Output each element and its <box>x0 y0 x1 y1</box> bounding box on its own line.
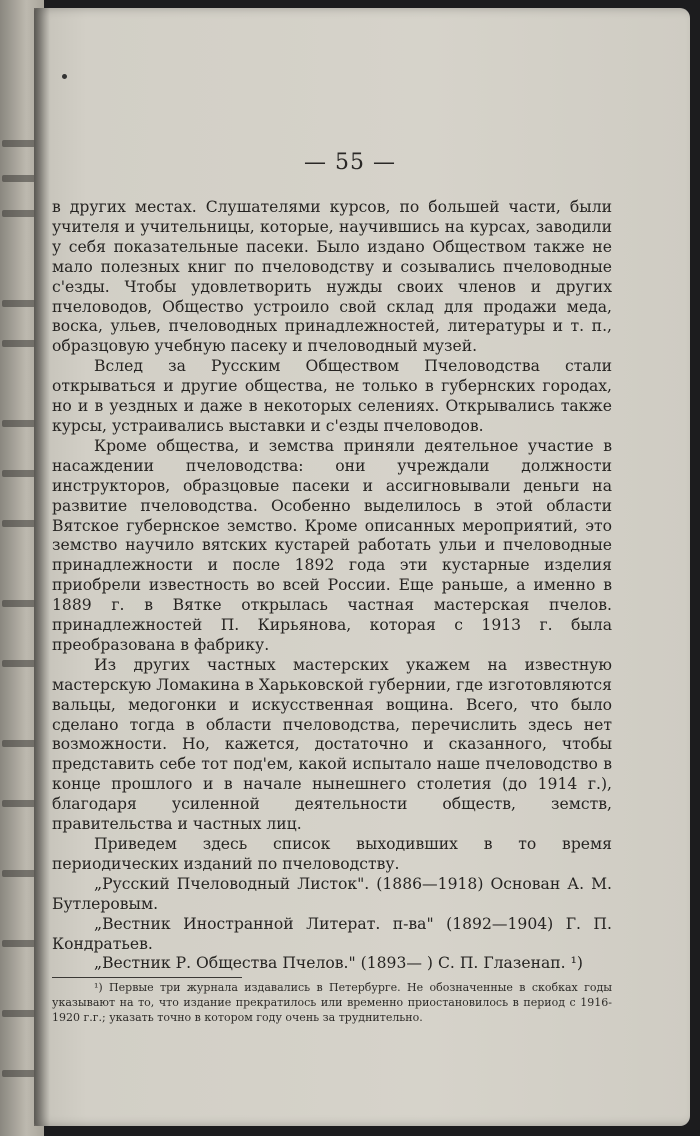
paragraph: Вслед за Русским Обществом Пчеловодства стали открываться и другие общества, не только в губернских городах, но и в уездных и даже в некоторых селениях. Открывались также курсы, устраивались выставки и с'езды пчеловодов. <box>52 357 612 435</box>
paragraph: Кроме общества, и земства приняли деятельное участие в насаждении пчеловодства: они учреждали должности инструкторов, образцовые пасеки и ассигновывали деньги на развитие пчеловодства. Особенно выделилось в этой области Вятское губернское земство. Кроме описанных мероприятий, это земство научило вятских кустарей работать ульи и пчеловодные принадлежности и после 1892 года эти кустарные изделия приобрели известность во всей России. Еще раньше, а именно в 1889 г. в Вятке открылась частная мастерская пчелов. принадлежностей П. Кирьянова, которая с 1913 г. была преобразована в фабрику. <box>52 436 612 654</box>
paragraph: в других местах. Слушателями курсов, по большей части, были учителя и учительницы, которые, научившись на курсах, заводили у себя показательные пасеки. Было издано Обществом также не мало полезных книг по пчеловодству и созывались пчеловодные с'езды. Чтобы удовлетворить нужды своих членов и других пчеловодов, Общество устроило свой склад для продажи меда, воска, ульев, пчеловодных принадлежностей, литературы и т. п., образцовую учебную пасеку и пчеловодный музей. <box>52 198 612 356</box>
journal-entry: „Вестник Р. Общества Пчелов." (1893— ) С. П. Глазенап. ¹) <box>94 954 583 973</box>
page-text <box>52 198 612 1025</box>
journal-list <box>52 875 612 975</box>
footnote-rule <box>52 977 242 978</box>
spine-shadow <box>34 8 50 1126</box>
page-number: — 55 — <box>304 150 396 175</box>
paragraph: Из других частных мастерских укажем на известную мастерскую Ломакина в Харьковской губернии, где изготовляются вальцы, медогонки и искусственная вощина. Всего, что было сделано тогда в области пчеловодства, перечислить здесь нет возможности. Но, кажется, достаточно и сказанного, чтобы представить себе тот под'ем, какой испытало наше пчеловодство в конце прошлого и в начале нынешнего столетия (до 1914 г.), благодаря усиленной деятельности обществ, земств, правительства и частных лиц. <box>52 655 612 834</box>
footnote: ¹) Первые три журнала издавались в Петербурге. Не обозначенные в скобках годы указывают на то, что издание прекратилось или временно приостановилось в период с 1916-1920 г.г.; указать точно в котором году очень за труднительно. <box>52 981 612 1025</box>
ink-dot <box>62 74 67 79</box>
journal-entry: „Русский Пчеловодный Листок". (1886—1918) Основан А. М. Бутлеровым. <box>52 874 612 913</box>
paragraph: Приведем здесь список выходивших в то время периодических изданий по пчеловодству. <box>52 835 612 873</box>
journal-entry: „Вестник Иностранной Литерат. п-ва" (1892—1904) Г. П. Кондратьев. <box>52 914 612 953</box>
